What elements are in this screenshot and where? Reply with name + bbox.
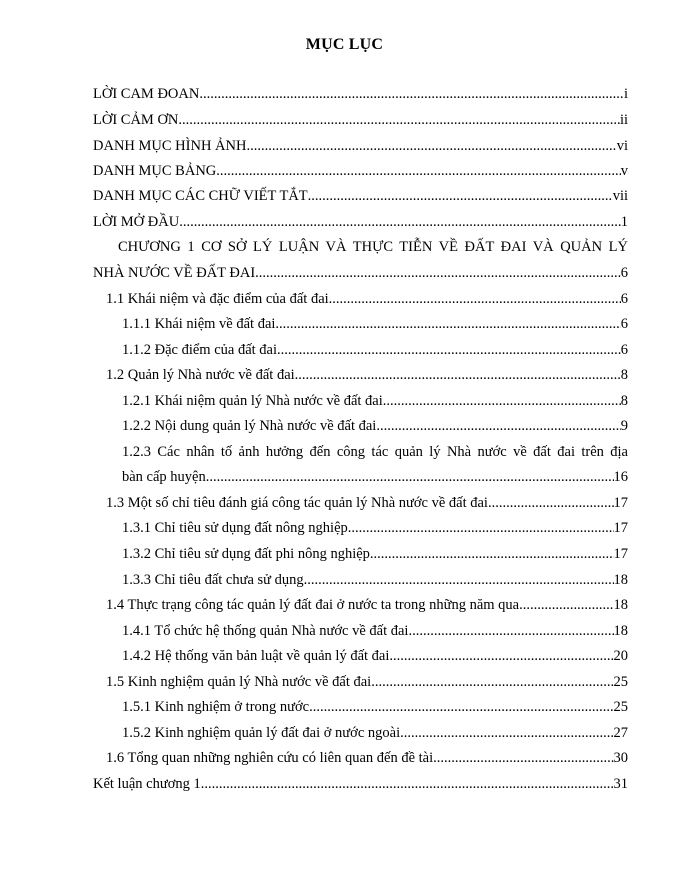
toc-page-number: 31 <box>613 776 628 792</box>
dot-leader <box>304 571 614 589</box>
toc-entry-1-3-1[interactable] <box>122 519 628 537</box>
toc-entry-label: 1.2 Quản lý Nhà nước về đất đai <box>106 367 295 383</box>
dot-leader <box>371 673 613 691</box>
toc-entry-1-1-2[interactable] <box>122 341 628 359</box>
toc-entry-1-1[interactable] <box>106 290 628 308</box>
toc-page-number: 17 <box>613 495 628 511</box>
dot-leader <box>216 162 620 180</box>
toc-entry-label: NHÀ NƯỚC VỀ ĐẤT ĐAI <box>93 265 256 281</box>
toc-page-number: vi <box>616 138 628 154</box>
toc-entry-label: 1.5 Kinh nghiệm quản lý Nhà nước về đất đai <box>106 674 372 690</box>
toc-entry-label: 1.2.1 Khái niệm quản lý Nhà nước về đất đai <box>122 393 383 409</box>
toc-page-number: 17 <box>613 546 628 562</box>
toc-page-number: 25 <box>613 674 628 690</box>
toc-entry-1-1-1[interactable] <box>122 315 628 333</box>
dot-leader <box>376 417 620 435</box>
toc-entry-label: 1.6 Tổng quan những nghiên cứu có liên quan đến đề tài <box>106 750 434 766</box>
toc-entry-label: 1.1.1 Khái niệm về đất đai <box>122 316 276 332</box>
dot-leader <box>348 519 614 537</box>
toc-entry-1-2-2[interactable] <box>122 417 628 435</box>
toc-entry-danh-muc-bang[interactable] <box>93 162 628 180</box>
toc-page-number: 9 <box>620 418 628 434</box>
toc-entry-1-2[interactable] <box>106 366 628 384</box>
dot-leader <box>308 187 613 205</box>
toc-page-number: 18 <box>613 572 628 588</box>
dot-leader <box>309 698 613 716</box>
toc-entry-danh-muc-chu-viet-tat[interactable] <box>93 187 628 205</box>
toc-page-number: i <box>623 86 628 102</box>
toc-entry-1-5[interactable] <box>106 673 628 691</box>
toc-page-number: 30 <box>613 750 628 766</box>
toc-entry-loi-mo-dau[interactable] <box>93 213 628 231</box>
toc-entry-1-5-2[interactable] <box>122 724 628 742</box>
dot-leader <box>178 111 620 129</box>
toc-entry-label: Kết luận chương 1 <box>93 776 201 792</box>
toc-page-number: 6 <box>620 265 628 281</box>
toc-entry-loi-cam-doan[interactable] <box>93 85 628 103</box>
toc-entry-label: 1.5.2 Kinh nghiệm quản lý đất đai ở nước ngoài <box>122 725 401 741</box>
dot-leader <box>370 545 614 563</box>
dot-leader <box>277 341 621 359</box>
dot-leader <box>408 622 613 640</box>
toc-page-number: 18 <box>613 623 628 639</box>
toc-page-number: 17 <box>613 520 628 536</box>
dot-leader <box>329 290 621 308</box>
dot-leader <box>255 264 621 282</box>
toc-page-number: 8 <box>620 367 628 383</box>
toc-entry-loi-cam-on[interactable] <box>93 111 628 129</box>
toc-page-number: 25 <box>613 699 628 715</box>
toc-entry-1-3-2[interactable] <box>122 545 628 563</box>
toc-page-number: 8 <box>620 393 628 409</box>
toc-page-number: 6 <box>620 291 628 307</box>
toc-entry-label: 1.4.2 Hệ thống văn bản luật về quản lý đất đai <box>122 648 390 664</box>
toc-entry-1-4-1[interactable] <box>122 622 628 640</box>
toc-entry-1-6[interactable] <box>106 749 628 767</box>
dot-leader <box>275 315 620 333</box>
toc-entry-label: LỜI CẢM ƠN <box>93 112 179 128</box>
toc-entry-label: 1.2.2 Nội dung quản lý Nhà nước về đất đai <box>122 418 377 434</box>
toc-page-number: 1 <box>620 214 628 230</box>
toc-page-number: vii <box>612 188 628 204</box>
toc-entry-label: 1.5.1 Kinh nghiệm ở trong nước <box>122 699 310 715</box>
page-title: MỤC LỤC <box>305 36 384 53</box>
toc-entry-label: LỜI CAM ĐOAN <box>93 86 200 102</box>
toc-page-number: 27 <box>613 725 628 741</box>
toc-entry-label: DANH MỤC CÁC CHỮ VIẾT TẮT <box>93 188 308 204</box>
toc-entry-label: 1.3.1 Chỉ tiêu sử dụng đất nông nghiệp <box>122 520 348 536</box>
toc-entry-1-4[interactable] <box>106 596 628 614</box>
toc-entry-1-3[interactable] <box>106 494 628 512</box>
toc-chapter-heading-line1[interactable]: CHƯƠNG 1 CƠ SỞ LÝ LUẬN VÀ THỰC TIỄN VỀ ĐẤT ĐAI VÀ QUẢN LÝ <box>118 239 628 255</box>
toc-page-number: 20 <box>613 648 628 664</box>
toc-entry-1-2-1[interactable] <box>122 392 628 410</box>
toc-entry-1-3-3[interactable] <box>122 571 628 589</box>
toc-entry-danh-muc-hinh-anh[interactable] <box>93 137 628 155</box>
dot-leader <box>206 468 614 486</box>
toc-entry-1-2-3-line1[interactable]: 1.2.3 Các nhân tố ảnh hưởng đến công tác quản lý Nhà nước về đất đai trên địa <box>122 444 628 460</box>
dot-leader <box>519 596 613 614</box>
toc-entry-1-4-2[interactable] <box>122 647 628 665</box>
dot-leader <box>179 213 621 231</box>
toc-page-number: 16 <box>613 469 628 485</box>
toc-entry-label: 1.3.3 Chỉ tiêu đất chưa sử dụng <box>122 572 304 588</box>
toc-page-number: 18 <box>613 597 628 613</box>
dot-leader <box>246 137 616 155</box>
toc-entry-label: DANH MỤC BẢNG <box>93 163 217 179</box>
toc-entry-label: 1.4.1 Tổ chức hệ thống quản Nhà nước về đất đai <box>122 623 409 639</box>
toc-entry-label: 1.3.2 Chỉ tiêu sử dụng đất phi nông nghiệp <box>122 546 370 562</box>
dot-leader <box>383 392 621 410</box>
dot-leader <box>201 775 614 793</box>
toc-entry-chuong-1[interactable] <box>93 264 628 282</box>
toc-page-number: 6 <box>620 342 628 358</box>
toc-entry-1-2-3[interactable] <box>122 468 628 486</box>
toc-entry-1-5-1[interactable] <box>122 698 628 716</box>
dot-leader <box>488 494 614 512</box>
toc-entry-label: LỜI MỞ ĐẦU <box>93 214 180 230</box>
toc-page-number: 6 <box>620 316 628 332</box>
toc-entry-ket-luan-chuong-1[interactable] <box>93 775 628 793</box>
toc-page-number: v <box>620 163 628 179</box>
toc-entry-label: 1.1 Khái niệm và đặc điểm của đất đai <box>106 291 329 307</box>
toc-entry-label: 1.1.2 Đặc điểm của đất đai <box>122 342 278 358</box>
dot-leader <box>389 647 613 665</box>
toc-page-number: ii <box>619 112 628 128</box>
toc-entry-label: DANH MỤC HÌNH ẢNH <box>93 138 247 154</box>
dot-leader <box>400 724 613 742</box>
dot-leader <box>199 85 624 103</box>
dot-leader <box>295 366 621 384</box>
dot-leader <box>433 749 613 767</box>
toc-entry-label: 1.4 Thực trạng công tác quản lý đất đai ở nước ta trong những năm qua <box>106 597 520 613</box>
toc-entry-label: bàn cấp huyện <box>122 469 206 485</box>
toc-entry-label: 1.3 Một số chỉ tiêu đánh giá công tác quản lý Nhà nước về đất đai <box>106 495 488 511</box>
